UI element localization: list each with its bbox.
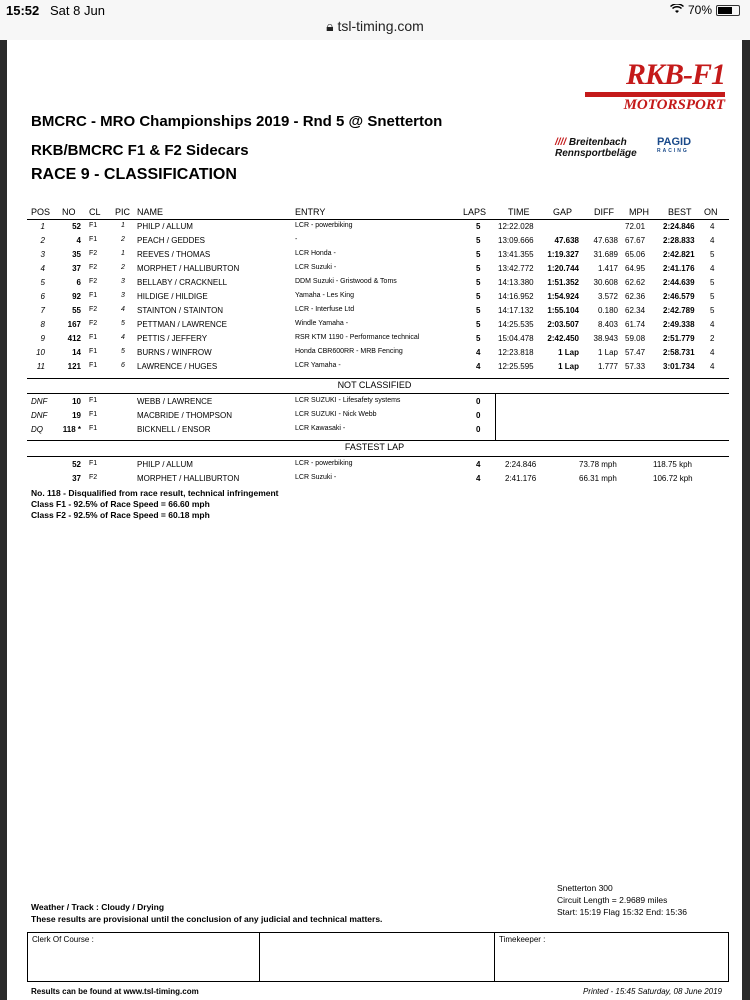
battery-percent: 70% bbox=[687, 3, 712, 17]
cell-lap: 4 bbox=[476, 460, 481, 469]
cell-name: REEVES / THOMAS bbox=[137, 250, 211, 259]
cell-diff: 47.638 bbox=[593, 236, 618, 245]
cell-pos: DNF bbox=[31, 397, 48, 406]
cell-on: 5 bbox=[710, 250, 715, 259]
cell-on: 4 bbox=[710, 320, 715, 329]
signature-box bbox=[27, 932, 729, 982]
cell-no: 4 bbox=[76, 236, 81, 245]
cell-pos: DQ bbox=[31, 425, 43, 434]
col-gap: GAP bbox=[553, 207, 573, 217]
table-row bbox=[7, 334, 742, 348]
cell-pic: 3 bbox=[121, 292, 125, 299]
cell-pos: 4 bbox=[40, 264, 45, 273]
table-row bbox=[7, 397, 742, 411]
cell-entry: LCR Suzuki - bbox=[295, 474, 337, 481]
cell-pic: 5 bbox=[121, 320, 125, 327]
fl-rule-bottom bbox=[27, 456, 729, 457]
cell-best: 2:46.579 bbox=[663, 292, 695, 301]
cell-entry: Windle Yamaha - bbox=[295, 320, 349, 327]
cell-entry: LCR - powerbiking bbox=[295, 222, 353, 229]
cell-lap: 4 bbox=[476, 474, 481, 483]
cell-time: 14:13.380 bbox=[498, 278, 534, 287]
cell-pos: 9 bbox=[40, 334, 45, 343]
cell-gap: 2:42.450 bbox=[547, 334, 579, 343]
cell-gap: 47.638 bbox=[554, 236, 579, 245]
cell-best: 2:42.789 bbox=[663, 306, 695, 315]
cell-mph: 61.74 bbox=[625, 320, 646, 329]
battery-fill bbox=[718, 7, 732, 14]
cell-laps: 5 bbox=[476, 222, 481, 231]
printed-time: Printed - 15:45 Saturday, 08 June 2019 bbox=[582, 987, 722, 996]
cell-no: 52 bbox=[72, 460, 81, 469]
table-row bbox=[7, 425, 742, 439]
cell-pos: 5 bbox=[40, 278, 45, 287]
cell-entry: Honda CBR600RR - MRB Fencing bbox=[295, 348, 403, 355]
col-pos: POS bbox=[31, 207, 51, 217]
cell-best: 3:01.734 bbox=[663, 362, 695, 371]
cell-entry: LCR SUZUKI - Lifesafety systems bbox=[295, 397, 401, 404]
cell-name: WEBB / LAWRENCE bbox=[137, 397, 213, 406]
cell-time: 2:41.176 bbox=[505, 474, 537, 483]
breitenbach-sub: Rennsportbeläge bbox=[555, 148, 637, 159]
cell-gap: 1:20.744 bbox=[547, 264, 579, 273]
blank-field bbox=[260, 933, 495, 981]
cell-no: 37 bbox=[72, 264, 81, 273]
cell-time: 14:16.952 bbox=[498, 292, 534, 301]
col-laps: LAPS bbox=[463, 207, 487, 217]
cell-on: 4 bbox=[710, 222, 715, 231]
cell-no: 55 bbox=[72, 306, 81, 315]
cell-pos: 2 bbox=[40, 236, 45, 245]
cell-on: 4 bbox=[710, 264, 715, 273]
cell-laps: 5 bbox=[476, 264, 481, 273]
cell-name: PETTIS / JEFFERY bbox=[137, 334, 208, 343]
cell-name: HILDIGE / HILDIGE bbox=[137, 292, 208, 301]
table-row bbox=[7, 460, 742, 474]
cell-name: PHILP / ALLUM bbox=[137, 460, 193, 469]
cell-pic: 4 bbox=[121, 306, 125, 313]
cell-gap: 2:03.507 bbox=[547, 320, 579, 329]
cell-diff: 31.689 bbox=[593, 250, 618, 259]
cell-best: 2:49.338 bbox=[663, 320, 695, 329]
breitenbach-name: Breitenbach bbox=[568, 137, 627, 148]
cell-on: 4 bbox=[710, 236, 715, 245]
cell-laps: 0 bbox=[476, 411, 481, 420]
nc-rule-top bbox=[27, 378, 729, 379]
table-row bbox=[7, 411, 742, 425]
cell-no: 37 bbox=[72, 474, 81, 483]
cell-laps: 5 bbox=[476, 306, 481, 315]
status-date: Sat 8 Jun bbox=[50, 3, 105, 18]
status-time: 15:52 bbox=[6, 3, 40, 18]
cell-on: 5 bbox=[710, 306, 715, 315]
table-row bbox=[7, 250, 742, 264]
cell-time: 15:04.478 bbox=[498, 334, 534, 343]
cell-cl: F2 bbox=[89, 474, 98, 481]
cell-on: 4 bbox=[710, 348, 715, 357]
cell-gap: 1:51.352 bbox=[547, 278, 579, 287]
cell-name: PETTMAN / LAWRENCE bbox=[137, 320, 227, 329]
cell-mph: 57.47 bbox=[625, 348, 646, 357]
cell-mph: 62.34 bbox=[625, 306, 646, 315]
note-line: Class F2 - 92.5% of Race Speed = 60.18 mph bbox=[31, 510, 210, 520]
cell-mph: 62.62 bbox=[625, 278, 646, 287]
cell-on: 4 bbox=[710, 362, 715, 371]
cell-mph: 59.08 bbox=[625, 334, 646, 343]
cell-name: STAINTON / STAINTON bbox=[137, 306, 224, 315]
cell-cl: F2 bbox=[89, 264, 98, 271]
url-bar[interactable] bbox=[0, 18, 750, 35]
cell-pic: 1 bbox=[121, 250, 125, 257]
cell-entry: - bbox=[295, 236, 298, 243]
cell-pic: 1 bbox=[121, 222, 125, 229]
cell-no: 118 * bbox=[62, 425, 81, 434]
cell-laps: 5 bbox=[476, 250, 481, 259]
cell-time: 12:25.595 bbox=[498, 362, 534, 371]
cell-on: 2 bbox=[710, 334, 715, 343]
cell-no: 19 bbox=[72, 411, 81, 420]
battery-icon bbox=[716, 5, 740, 16]
cell-entry: DDM Suzuki - Gristwood & Toms bbox=[295, 278, 397, 285]
cell-mph: 57.33 bbox=[625, 362, 646, 371]
cell-laps: 4 bbox=[476, 348, 481, 357]
cell-diff: 1 Lap bbox=[597, 348, 618, 357]
table-row bbox=[7, 264, 742, 278]
cell-diff: 1.417 bbox=[597, 264, 618, 273]
cell-best: 2:44.639 bbox=[663, 278, 695, 287]
table-row bbox=[7, 222, 742, 236]
cell-cl: F1 bbox=[89, 362, 98, 369]
cell-cl: F2 bbox=[89, 278, 98, 285]
cell-best: 2:24.846 bbox=[663, 222, 695, 231]
cell-diff: 3.572 bbox=[597, 292, 618, 301]
cell-laps: 5 bbox=[476, 236, 481, 245]
cell-kph: 118.75 kph bbox=[653, 460, 692, 469]
cell-entry: LCR Suzuki - bbox=[295, 264, 337, 271]
cell-no: 121 bbox=[67, 362, 81, 371]
cell-pos: 6 bbox=[40, 292, 45, 301]
table-row bbox=[7, 292, 742, 306]
wifi-icon bbox=[670, 3, 684, 17]
cell-time: 2:24.846 bbox=[505, 460, 537, 469]
nc-vrule bbox=[495, 394, 496, 440]
notes bbox=[31, 488, 279, 521]
cell-cl: F1 bbox=[89, 425, 98, 432]
col-mph: MPH bbox=[629, 207, 649, 217]
cell-time: 14:25.535 bbox=[498, 320, 534, 329]
cell-on: 5 bbox=[710, 278, 715, 287]
pagid-name: PAGID bbox=[657, 136, 692, 148]
cell-mph: 65.06 bbox=[625, 250, 646, 259]
cell-name: PEACH / GEDDES bbox=[137, 236, 206, 245]
cell-cl: F2 bbox=[89, 306, 98, 313]
col-entry: ENTRY bbox=[295, 207, 326, 217]
cell-no: 10 bbox=[72, 397, 81, 406]
results-url: Results can be found at www.tsl-timing.com bbox=[31, 987, 199, 996]
cell-mph: 73.78 mph bbox=[579, 460, 617, 469]
col-no: NO bbox=[62, 207, 76, 217]
cell-cl: F1 bbox=[89, 397, 98, 404]
cell-pos: 7 bbox=[40, 306, 45, 315]
cell-time: 13:42.772 bbox=[498, 264, 534, 273]
cell-gap: 1 Lap bbox=[558, 362, 579, 371]
weather-text: Weather / Track : Cloudy / Drying bbox=[31, 902, 165, 912]
cell-no: 35 bbox=[72, 250, 81, 259]
cell-laps: 0 bbox=[476, 397, 481, 406]
cell-kph: 106.72 kph bbox=[653, 474, 693, 483]
pagid-sub: RACING bbox=[657, 148, 689, 154]
cell-time: 12:22.028 bbox=[498, 222, 534, 231]
cell-best: 2:28.833 bbox=[663, 236, 695, 245]
circuit-length: Circuit Length = 2.9689 miles bbox=[557, 895, 668, 905]
cell-diff: 30.608 bbox=[593, 278, 618, 287]
cell-laps: 4 bbox=[476, 362, 481, 371]
breitenbach-logo bbox=[555, 137, 637, 159]
cell-entry: LCR Honda - bbox=[295, 250, 336, 257]
cell-mph: 62.36 bbox=[625, 292, 646, 301]
footer-left bbox=[31, 901, 382, 925]
cell-cl: F1 bbox=[89, 460, 98, 467]
col-time: TIME bbox=[508, 207, 530, 217]
not-classified-label: NOT CLASSIFIED bbox=[337, 380, 412, 390]
breitenbach-mark-icon: //// bbox=[555, 137, 567, 148]
cell-gap: 1:19.327 bbox=[547, 250, 579, 259]
cell-time: 13:41.355 bbox=[498, 250, 534, 259]
cell-cl: F1 bbox=[89, 222, 98, 229]
cell-entry: RSR KTM 1190 - Performance technical bbox=[295, 334, 420, 341]
col-pic: PIC bbox=[115, 207, 131, 217]
cell-laps: 5 bbox=[476, 334, 481, 343]
cell-diff: 1.777 bbox=[597, 362, 618, 371]
race-title: RACE 9 - CLASSIFICATION bbox=[31, 166, 237, 183]
rkb-logo bbox=[585, 58, 725, 114]
cell-laps: 5 bbox=[476, 292, 481, 301]
fl-rule-top bbox=[27, 440, 729, 441]
logo-sub: MOTORSPORT bbox=[623, 97, 725, 113]
results-document bbox=[7, 40, 742, 1000]
cell-time: 14:17.132 bbox=[498, 306, 534, 315]
nc-rule-bottom bbox=[27, 393, 729, 394]
fastest-lap-label: FASTEST LAP bbox=[344, 442, 405, 452]
col-cl: CL bbox=[89, 207, 101, 217]
cell-no: 167 bbox=[67, 320, 81, 329]
footer-right bbox=[557, 882, 687, 918]
cell-cl: F1 bbox=[89, 236, 98, 243]
cell-cl: F2 bbox=[89, 320, 98, 327]
cell-pos: 10 bbox=[36, 348, 45, 357]
cell-no: 14 bbox=[72, 348, 81, 357]
cell-diff: 38.943 bbox=[593, 334, 618, 343]
timekeeper-field: Timekeeper : bbox=[499, 935, 546, 944]
cell-gap: 1:54.924 bbox=[547, 292, 579, 301]
cell-pos: DNF bbox=[31, 411, 48, 420]
table-row bbox=[7, 362, 742, 376]
cell-entry: LCR SUZUKI - Nick Webb bbox=[295, 411, 377, 418]
cell-cl: F1 bbox=[89, 411, 98, 418]
cell-laps: 0 bbox=[476, 425, 481, 434]
cell-diff: 0.180 bbox=[597, 306, 618, 315]
race-times: Start: 15:19 Flag 15:32 End: 15:36 bbox=[557, 907, 687, 917]
cell-mph: 72.01 bbox=[625, 222, 646, 231]
circuit-name: Snetterton 300 bbox=[557, 883, 613, 893]
cell-name: BICKNELL / ENSOR bbox=[137, 425, 211, 434]
event-title: BMCRC - MRO Championships 2019 - Rnd 5 @ Snetterton bbox=[31, 113, 443, 130]
cell-pic: 5 bbox=[121, 348, 125, 355]
cell-no: 52 bbox=[72, 222, 81, 231]
cell-best: 2:42.821 bbox=[663, 250, 695, 259]
cell-pic: 4 bbox=[121, 334, 125, 341]
cell-no: 412 bbox=[67, 334, 81, 343]
cell-cl: F1 bbox=[89, 334, 98, 341]
cell-mph: 67.67 bbox=[625, 236, 646, 245]
cell-pos: 8 bbox=[40, 320, 45, 329]
note-line: Class F1 - 92.5% of Race Speed = 66.60 mph bbox=[31, 499, 210, 509]
cell-time: 12:23.818 bbox=[498, 348, 534, 357]
cell-laps: 5 bbox=[476, 320, 481, 329]
cell-pic: 2 bbox=[121, 236, 125, 243]
col-diff: DIFF bbox=[594, 207, 614, 217]
cell-mph: 64.95 bbox=[625, 264, 646, 273]
cell-pos: 3 bbox=[40, 250, 45, 259]
table-row bbox=[7, 348, 742, 362]
cell-name: BELLABY / CRACKNELL bbox=[137, 278, 228, 287]
cell-name: MACBRIDE / THOMPSON bbox=[137, 411, 232, 420]
col-on: ON bbox=[704, 207, 718, 217]
cell-pic: 6 bbox=[121, 362, 125, 369]
cell-name: BURNS / WINFROW bbox=[137, 348, 212, 357]
status-right bbox=[670, 3, 740, 17]
note-line: No. 118 - Disqualified from race result, technical infringement bbox=[31, 488, 279, 498]
cell-cl: F1 bbox=[89, 348, 98, 355]
clerk-of-course-field: Clerk Of Course : bbox=[28, 933, 260, 981]
cell-entry: LCR - powerbiking bbox=[295, 460, 353, 467]
cell-entry: LCR Kawasaki - bbox=[295, 425, 346, 432]
cell-mph: 66.31 mph bbox=[579, 474, 617, 483]
cell-entry: LCR - Interfuse Ltd bbox=[295, 306, 355, 313]
cell-no: 6 bbox=[76, 278, 81, 287]
cell-best: 2:41.176 bbox=[663, 264, 695, 273]
col-name: NAME bbox=[137, 207, 164, 217]
table-row bbox=[7, 474, 742, 488]
table-row bbox=[7, 236, 742, 250]
cell-gap: 1 Lap bbox=[558, 348, 579, 357]
logo-main: RKB-F1 bbox=[625, 58, 725, 91]
cell-pic: 3 bbox=[121, 278, 125, 285]
provisional-text: These results are provisional until the conclusion of any judicial and technical matters. bbox=[31, 914, 383, 924]
cell-cl: F2 bbox=[89, 250, 98, 257]
cell-diff: 8.403 bbox=[597, 320, 618, 329]
table-row bbox=[7, 278, 742, 292]
cell-name: PHILP / ALLUM bbox=[137, 222, 193, 231]
cell-gap: 1:55.104 bbox=[547, 306, 579, 315]
cell-name: MORPHET / HALLIBURTON bbox=[137, 264, 240, 273]
cell-entry: Yamaha - Les King bbox=[295, 292, 355, 299]
col-best: BEST bbox=[668, 207, 692, 217]
cell-pic: 2 bbox=[121, 264, 125, 271]
cell-on: 5 bbox=[710, 292, 715, 301]
table-row bbox=[7, 306, 742, 320]
cell-entry: LCR Yamaha - bbox=[295, 362, 341, 369]
cell-time: 13:09.666 bbox=[498, 236, 534, 245]
cell-best: 2:58.731 bbox=[663, 348, 695, 357]
table-row bbox=[7, 320, 742, 334]
cell-pos: 1 bbox=[40, 222, 45, 231]
lock-icon: 🔒︎ bbox=[326, 18, 334, 34]
cell-best: 2:51.779 bbox=[663, 334, 695, 343]
cell-no: 92 bbox=[72, 292, 81, 301]
cell-name: LAWRENCE / HUGES bbox=[137, 362, 218, 371]
class-title: RKB/BMCRC F1 & F2 Sidecars bbox=[31, 142, 249, 159]
pagid-logo bbox=[657, 136, 691, 154]
header-rule bbox=[27, 219, 729, 220]
cell-laps: 5 bbox=[476, 278, 481, 287]
cell-cl: F1 bbox=[89, 292, 98, 299]
cell-pos: 11 bbox=[36, 362, 45, 371]
url-text: tsl-timing.com bbox=[337, 18, 424, 34]
browser-top-bar bbox=[0, 0, 750, 40]
cell-name: MORPHET / HALLIBURTON bbox=[137, 474, 240, 483]
